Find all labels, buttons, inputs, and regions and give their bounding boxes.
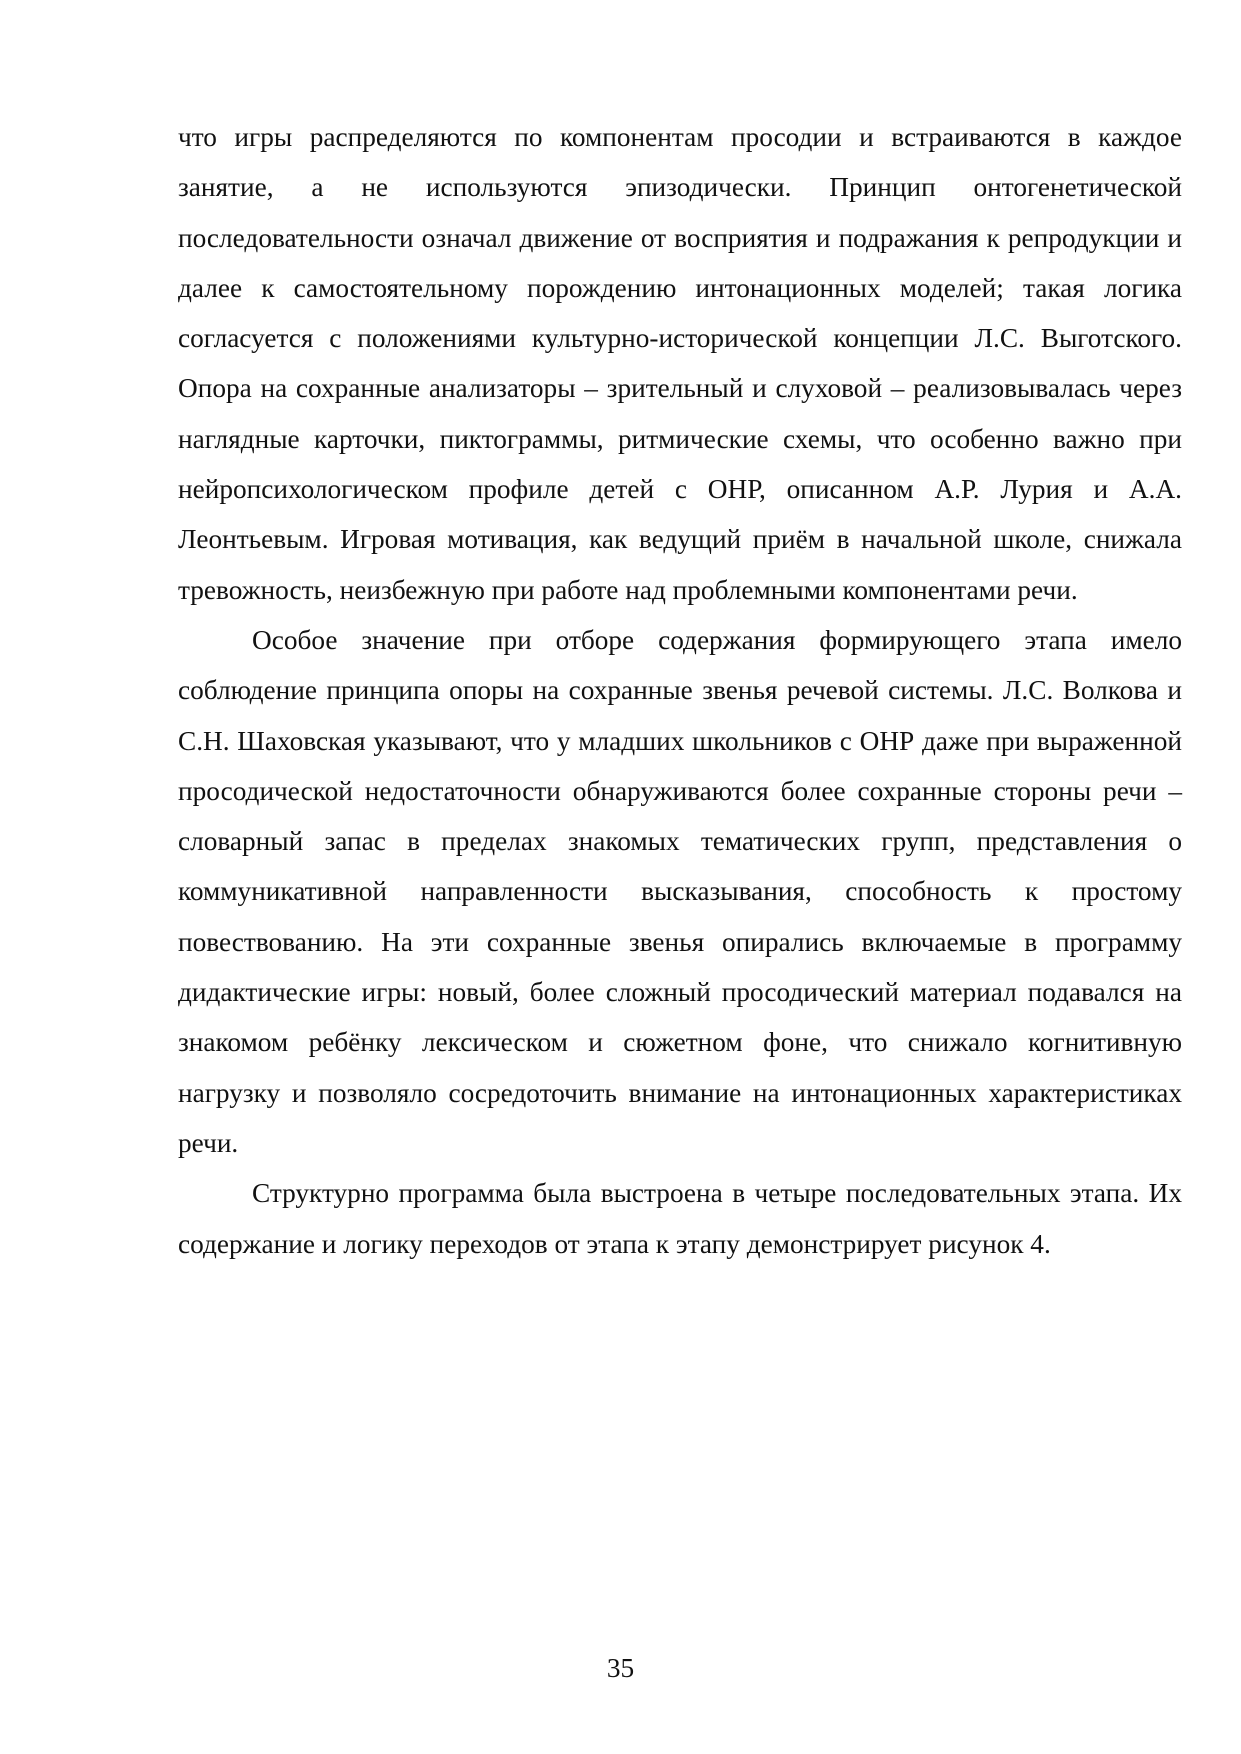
body-text [178, 112, 1182, 1269]
paragraph-program-structure: Структурно программа была выстроена в четыре последовательных этапа. Их содержание и логику переходов от этапа к этапу демонстрирует рисунок 4. [178, 1178, 1182, 1259]
paragraph-content-selection: Особое значение при отборе содержания формирующего этапа имело соблюдение принципа опоры на сохранные звенья речевой системы. Л.С. Волкова и С.Н. Шаховская указывают, что у младших школьников с ОНР даже при выраженной просодической недостаточности обнаруживаются более сохранные стороны речи – словарный запас в пределах знакомых тематических групп, представления о коммуникативной направленности высказывания, способность к простому повествованию. На эти сохранные звенья опирались включаемые в программу дидактические игры: новый, более сложный просодический материал подавался на знакомом ребёнку лексическом и сюжетном фоне, что снижало когнитивную нагрузку и позволяло сосредоточить внимание на интонационных характеристиках речи. [178, 624, 1182, 1158]
paragraph-continuation: что игры распределяются по компонентам просодии и встраиваются в каждое занятие, а не используются эпизодически. Принцип онтогенетической последовательности означал движение от восприятия и подражания к репродукции и далее к самостоятельному порождению интонационных моделей; такая логика согласуется с положениями культурно-исторической концепции Л.С. Выготского. Опора на сохранные анализаторы – зрительный и слуховой – реализовывалась через наглядные карточки, пиктограммы, ритмические схемы, что особенно важно при нейропсихологическом профиле детей с ОНР, описанном А.Р. Лурия и А.А. Леонтьевым. Игровая мотивация, как ведущий приём в начальной школе, снижала тревожность, неизбежную при работе над проблемными компонентами речи. [178, 122, 1182, 605]
page-number: 35 [606, 1653, 635, 1683]
